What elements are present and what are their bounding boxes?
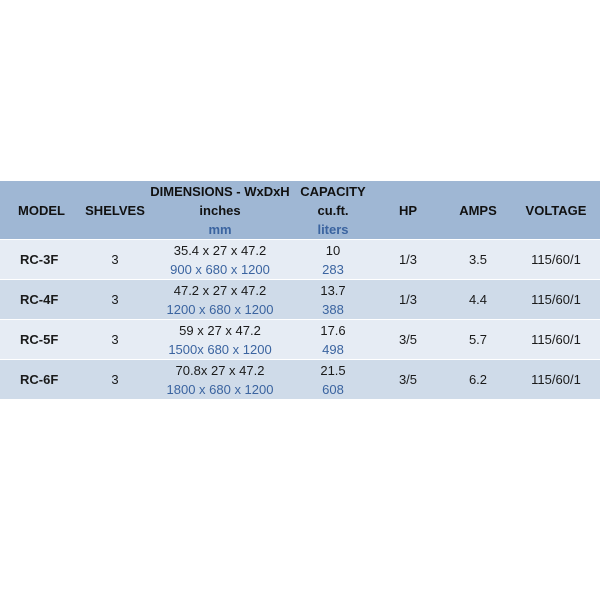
cell-hp: 1/3	[372, 240, 444, 280]
cell-model: RC-5F	[0, 320, 84, 360]
cell-amps: 6.2	[444, 360, 512, 400]
cell-dimensions-mm: 900 x 680 x 1200	[170, 261, 270, 277]
header-shelves: SHELVES	[84, 181, 146, 240]
cell-capacity	[294, 240, 372, 280]
cell-hp: 3/5	[372, 320, 444, 360]
table-row	[0, 280, 600, 320]
cell-dimensions-inches: 59 x 27 x 47.2	[179, 322, 261, 338]
specifications-table	[0, 181, 600, 399]
cell-dimensions	[146, 320, 294, 360]
cell-capacity-cuft: 21.5	[320, 362, 346, 378]
cell-capacity-liters: 498	[322, 341, 344, 357]
cell-shelves: 3	[84, 240, 146, 280]
table-row	[0, 320, 600, 360]
header-dimensions-title: DIMENSIONS - WxDxH	[150, 183, 290, 199]
cell-capacity-cuft: 10	[325, 242, 341, 258]
cell-dimensions-inches: 47.2 x 27 x 47.2	[173, 282, 267, 298]
header-capacity-title: CAPACITY	[300, 183, 366, 199]
cell-shelves: 3	[84, 360, 146, 400]
cell-dimensions	[146, 240, 294, 280]
cell-dimensions-inches: 70.8x 27 x 47.2	[175, 362, 265, 378]
header-dimensions	[146, 181, 294, 240]
cell-shelves: 3	[84, 280, 146, 320]
header-dimensions-unit-mm: mm	[208, 221, 232, 237]
cell-dimensions	[146, 360, 294, 400]
cell-hp: 1/3	[372, 280, 444, 320]
header-dimensions-unit-inches: inches	[199, 202, 241, 218]
header-model: MODEL	[0, 181, 84, 240]
table-row	[0, 240, 600, 280]
cell-capacity	[294, 360, 372, 400]
cell-voltage: 115/60/1	[512, 360, 600, 400]
cell-amps: 4.4	[444, 280, 512, 320]
table-row	[0, 360, 600, 400]
cell-capacity-liters: 283	[322, 261, 344, 277]
cell-amps: 3.5	[444, 240, 512, 280]
cell-capacity-liters: 388	[322, 301, 344, 317]
cell-voltage: 115/60/1	[512, 240, 600, 280]
cell-dimensions-mm: 1800 x 680 x 1200	[166, 381, 274, 397]
header-hp: HP	[372, 181, 444, 240]
cell-amps: 5.7	[444, 320, 512, 360]
cell-capacity-cuft: 13.7	[320, 282, 346, 298]
cell-dimensions-inches: 35.4 x 27 x 47.2	[173, 242, 267, 258]
header-capacity-unit-liters: liters	[317, 221, 349, 237]
cell-model: RC-4F	[0, 280, 84, 320]
cell-voltage: 115/60/1	[512, 280, 600, 320]
cell-voltage: 115/60/1	[512, 320, 600, 360]
cell-model: RC-3F	[0, 240, 84, 280]
header-capacity	[294, 181, 372, 240]
cell-capacity	[294, 280, 372, 320]
header-capacity-unit-cuft: cu.ft.	[317, 202, 349, 218]
cell-dimensions-mm: 1500x 680 x 1200	[168, 341, 272, 357]
cell-dimensions-mm: 1200 x 680 x 1200	[166, 301, 274, 317]
header-amps: AMPS	[444, 181, 512, 240]
cell-hp: 3/5	[372, 360, 444, 400]
cell-shelves: 3	[84, 320, 146, 360]
cell-dimensions	[146, 280, 294, 320]
cell-capacity-cuft: 17.6	[320, 322, 346, 338]
header-row	[0, 181, 600, 240]
cell-model: RC-6F	[0, 360, 84, 400]
header-voltage: VOLTAGE	[512, 181, 600, 240]
cell-capacity-liters: 608	[322, 381, 344, 397]
cell-capacity	[294, 320, 372, 360]
